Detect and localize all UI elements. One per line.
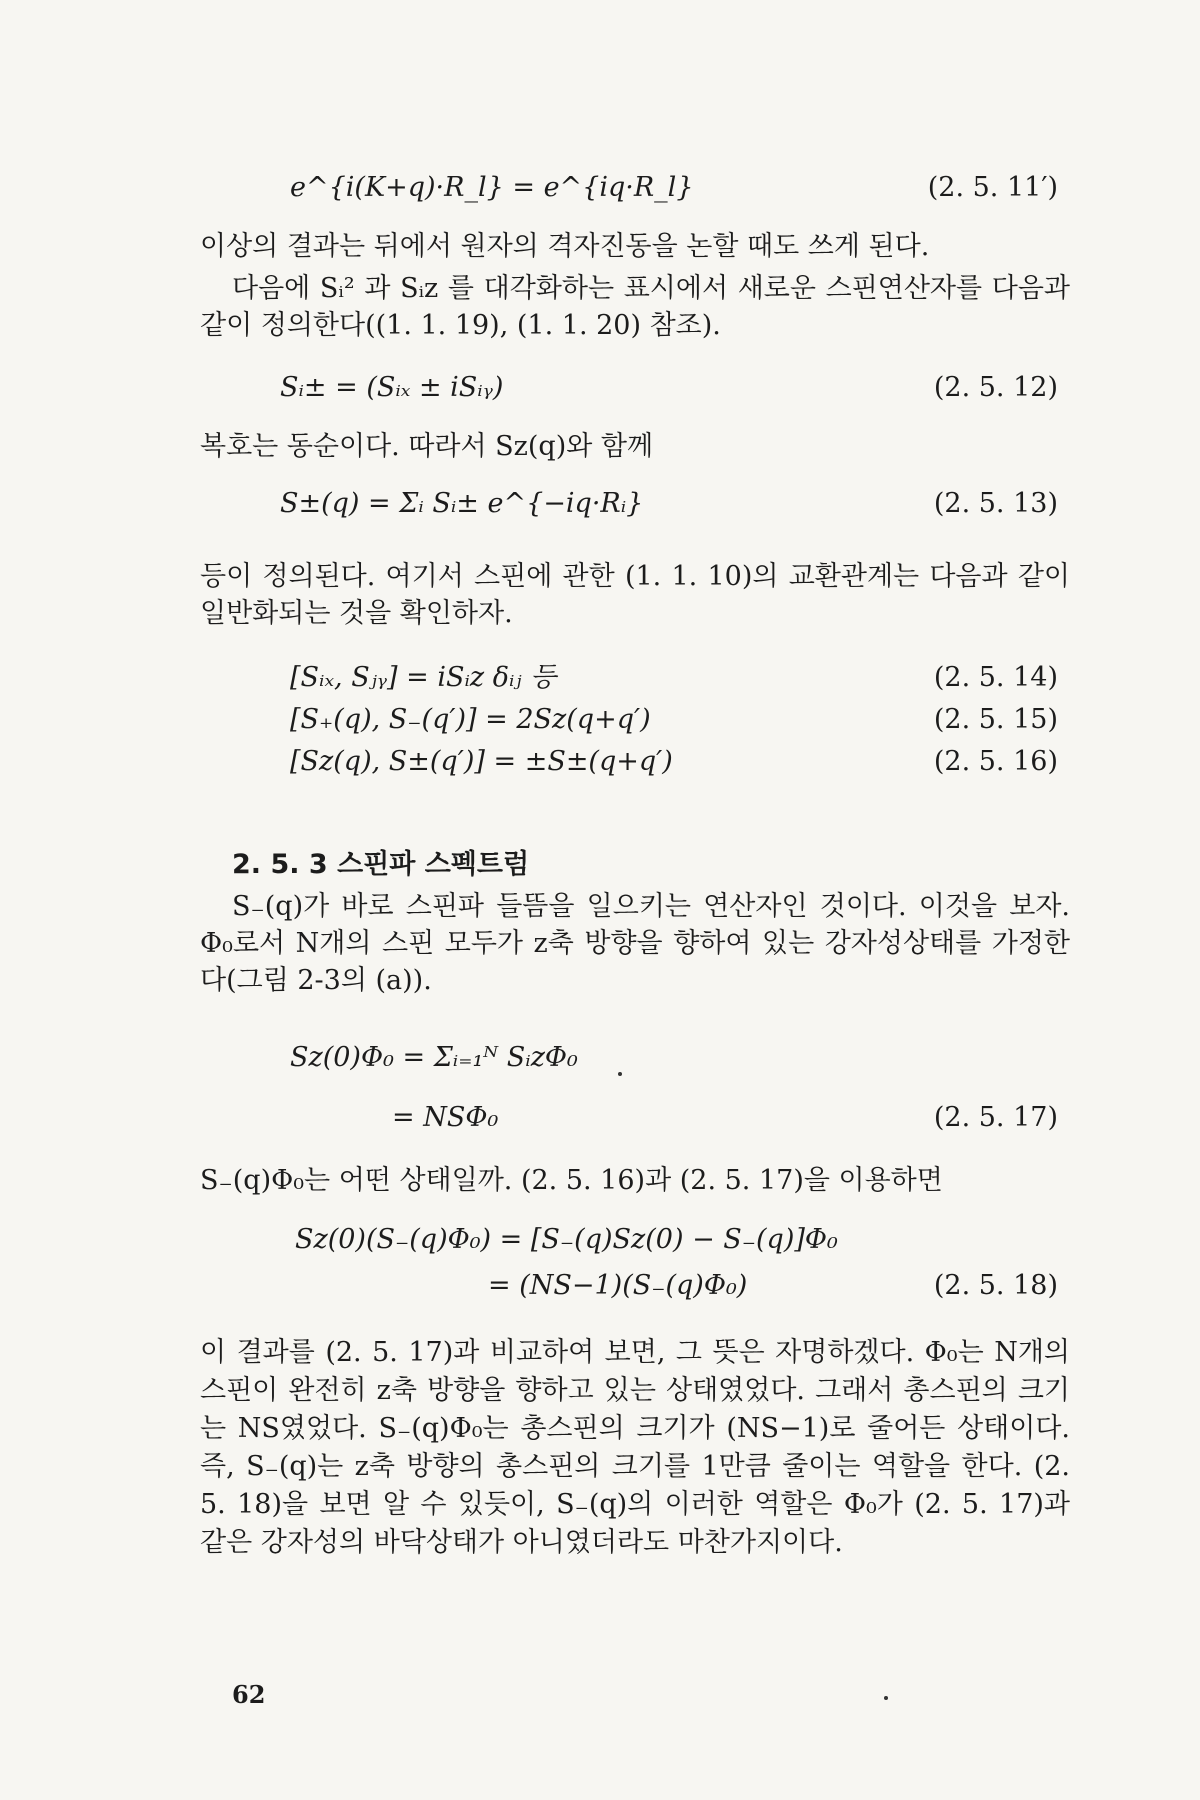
section-heading: 2. 5. 3 스핀파 스펙트럼 <box>232 849 530 880</box>
equation-2-5-17-line1: Sz(0)Φ₀ = Σᵢ₌₁ᴺ SᵢzΦ₀ <box>290 1042 578 1073</box>
paragraph: 이상의 결과는 뒤에서 원자의 격자진동을 논할 때도 쓰게 된다. <box>200 231 930 262</box>
equation-2-5-18-line1: Sz(0)(S₋(q)Φ₀) = [S₋(q)Sz(0) − S₋(q)]Φ₀ <box>295 1224 838 1255</box>
page-number: 62 <box>232 1680 266 1709</box>
paragraph: 이 결과를 (2. 5. 17)과 비교하여 보면, 그 뜻은 자명하겠다. Φ₀는 N개의 스핀이 완전히 z축 방향을 향하고 있는 상태였었다. 그래서 총스핀의 크기는 NS였었다. S₋(q)Φ₀는 총스핀의 크기가 (NS−1)로 줄어든 상태이다. 즉, S₋(q)는 z축 방향의 총스핀의 크기를 1만큼 줄이는 역할을 한다. (2. 5. 18)을 보면 알 수 있듯이, S₋(q)의 이러한 역할은 Φ₀가 (2. 5. 17)과 같은 강자성의 바닥상태가 아니였더라도 마찬가지이다. <box>200 1337 1070 1558</box>
equation-number: (2. 5. 15) <box>933 704 1058 735</box>
equation-2-5-15: [S₊(q), S₋(q′)] = 2Sz(q+q′) <box>290 704 651 735</box>
equation-number: (2. 5. 12) <box>933 372 1058 403</box>
paragraph: 등이 정의된다. 여기서 스핀에 관한 (1. 1. 10)의 교환관계는 다음과 같이 일반화되는 것을 확인하자. <box>200 561 1070 629</box>
equation-2-5-13: S±(q) = Σᵢ Sᵢ± e^{−iq·Rᵢ} <box>280 488 644 519</box>
equation-2-5-18-line2: = (NS−1)(S₋(q)Φ₀) <box>488 1270 748 1301</box>
equation-number: (2. 5. 11′) <box>927 172 1058 203</box>
equation-number: (2. 5. 18) <box>933 1270 1058 1301</box>
stray-mark <box>884 1696 888 1700</box>
equation-number: (2. 5. 13) <box>933 488 1058 519</box>
equation-2-5-14: [Sᵢₓ, Sⱼᵧ] = iSᵢz δᵢⱼ 등 <box>290 662 557 693</box>
paragraph: 복호는 동순이다. 따라서 Sz(q)와 함께 <box>200 431 654 462</box>
paragraph: 다음에 Sᵢ² 과 Sᵢz 를 대각화하는 표시에서 새로운 스핀연산자를 다음과 같이 정의한다((1. 1. 19), (1. 1. 20) 참조). <box>200 273 1070 341</box>
stray-mark <box>618 1072 622 1076</box>
equation-number: (2. 5. 16) <box>933 746 1058 777</box>
paragraph: S₋(q)가 바로 스핀파 들뜸을 일으키는 연산자인 것이다. 이것을 보자. Φ₀로서 N개의 스핀 모두가 z축 방향을 향하여 있는 강자성상태를 가정한다(그림 2-3의 (a)). <box>200 891 1070 996</box>
equation-2-5-17-line2: = NSΦ₀ <box>392 1102 499 1133</box>
equation-2-5-12: Sᵢ± = (Sᵢₓ ± iSᵢᵧ) <box>280 372 504 403</box>
equation-2-5-11-prime: e^{i(K+q)·R_l} = e^{iq·R_l} <box>290 172 694 203</box>
equation-2-5-16: [Sz(q), S±(q′)] = ±S±(q+q′) <box>290 746 673 777</box>
equation-number: (2. 5. 17) <box>933 1102 1058 1133</box>
equation-number: (2. 5. 14) <box>933 662 1058 693</box>
paragraph: S₋(q)Φ₀는 어떤 상태일까. (2. 5. 16)과 (2. 5. 17)을 이용하면 <box>200 1165 943 1196</box>
